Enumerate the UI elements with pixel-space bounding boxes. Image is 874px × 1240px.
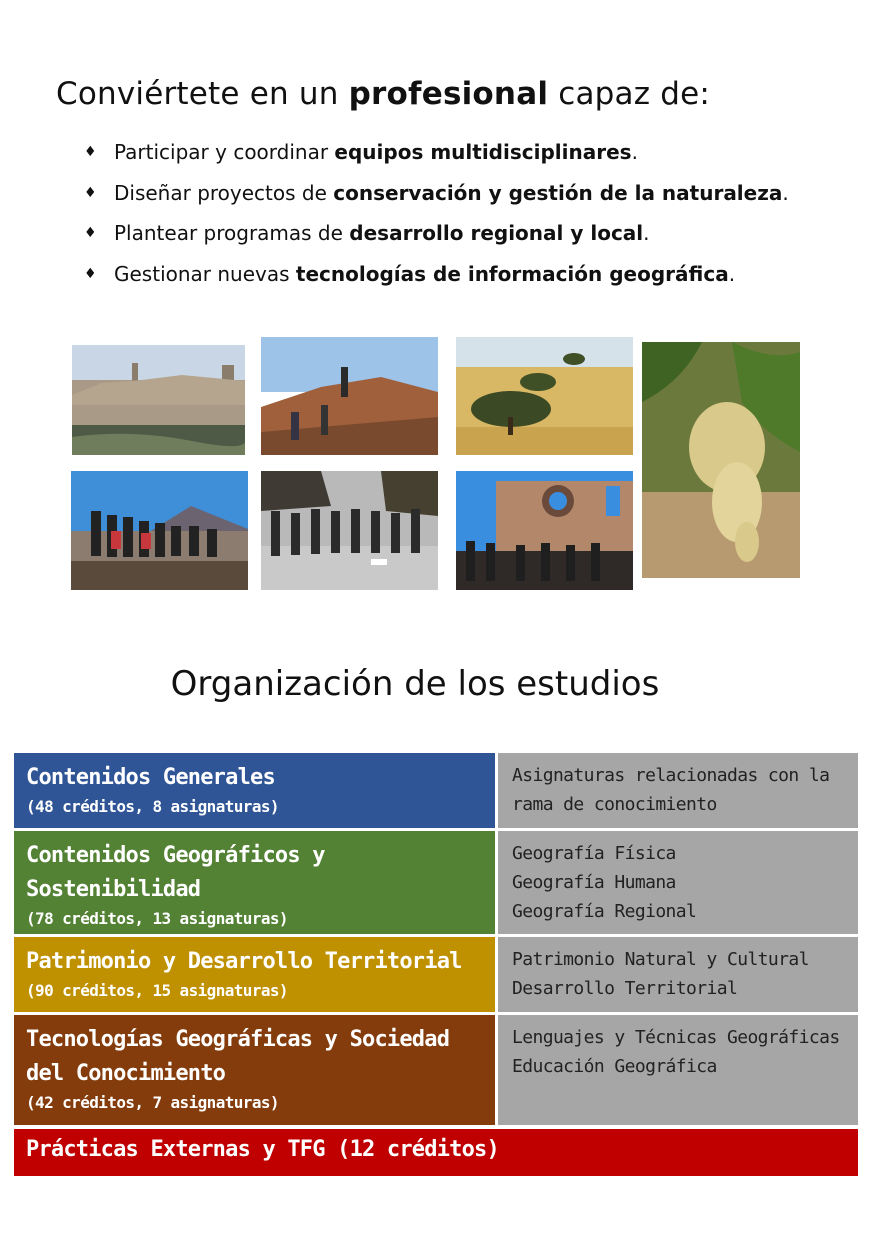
block-header	[14, 753, 495, 828]
diamond-bullet-icon: ♦	[84, 144, 97, 160]
skill-item: ♦ Plantear programas de desarrollo regional y local.	[84, 221, 650, 245]
block-credits: (42 créditos, 7 asignaturas)	[26, 1093, 279, 1112]
group-ruins-photo	[456, 471, 633, 590]
block-credits: (48 créditos, 8 asignaturas)	[26, 797, 279, 816]
subject-item: Patrimonio Natural y Cultural	[512, 949, 809, 970]
block-title: Patrimonio y Desarrollo Territorial	[26, 949, 462, 974]
study-block-geographic	[14, 831, 858, 934]
block-subjects	[498, 831, 858, 934]
block-credits: (78 créditos, 13 asignaturas)	[26, 909, 288, 928]
field-trip-rocks-photo	[261, 337, 438, 455]
subject-item: Educación Geográfica	[512, 1056, 717, 1077]
grapes-vineyard-photo	[642, 342, 800, 578]
study-block-internship: Prácticas Externas y TFG (12 créditos)	[14, 1129, 858, 1176]
skill-item: ♦ Diseñar proyectos de conservación y gestión de la naturaleza.	[84, 180, 789, 205]
block-header	[14, 1015, 495, 1125]
study-block-general	[14, 753, 858, 828]
organization-title: Organización de los estudios	[170, 664, 660, 704]
block-credits: (90 créditos, 15 asignaturas)	[26, 981, 288, 1000]
block-header	[14, 937, 495, 1012]
block-title: Tecnologías Geográficas y Sociedad del Conocimiento	[26, 1027, 450, 1086]
subject-item: Desarrollo Territorial	[512, 978, 738, 999]
block-header	[14, 831, 495, 934]
block-title: Contenidos Generales	[26, 765, 275, 790]
subject-item: Geografía Física	[512, 843, 676, 864]
skills-list	[84, 138, 789, 300]
group-mountain-photo	[71, 471, 248, 590]
study-block-heritage	[14, 937, 858, 1012]
study-block-technologies	[14, 1015, 858, 1125]
oak-trees-field-photo	[456, 337, 633, 455]
block-subjects	[498, 1015, 858, 1125]
subject-item: Geografía Regional	[512, 901, 697, 922]
block-title: Contenidos Geográficos y Sostenibilidad	[26, 843, 325, 902]
diamond-bullet-icon: ♦	[84, 225, 97, 241]
subject-item: Lenguajes y Técnicas Geográficas	[512, 1027, 840, 1048]
block-subjects	[498, 937, 858, 1012]
diamond-bullet-icon: ♦	[84, 265, 97, 282]
group-plaza-drone-photo	[261, 471, 438, 590]
headline: Conviértete en un profesional capaz de:	[56, 76, 711, 112]
subject-item: Asignaturas relacionadas con la rama de conocimiento	[512, 765, 830, 815]
skill-item: ♦ Participar y coordinar equipos multidisciplinares.	[84, 140, 638, 164]
subject-item: Geografía Humana	[512, 872, 676, 893]
block-subjects	[498, 753, 858, 828]
skill-item: ♦ Gestionar nuevas tecnologías de información geográfica.	[84, 261, 736, 286]
city-on-hill-photo	[72, 345, 245, 455]
diamond-bullet-icon: ♦	[84, 184, 97, 201]
